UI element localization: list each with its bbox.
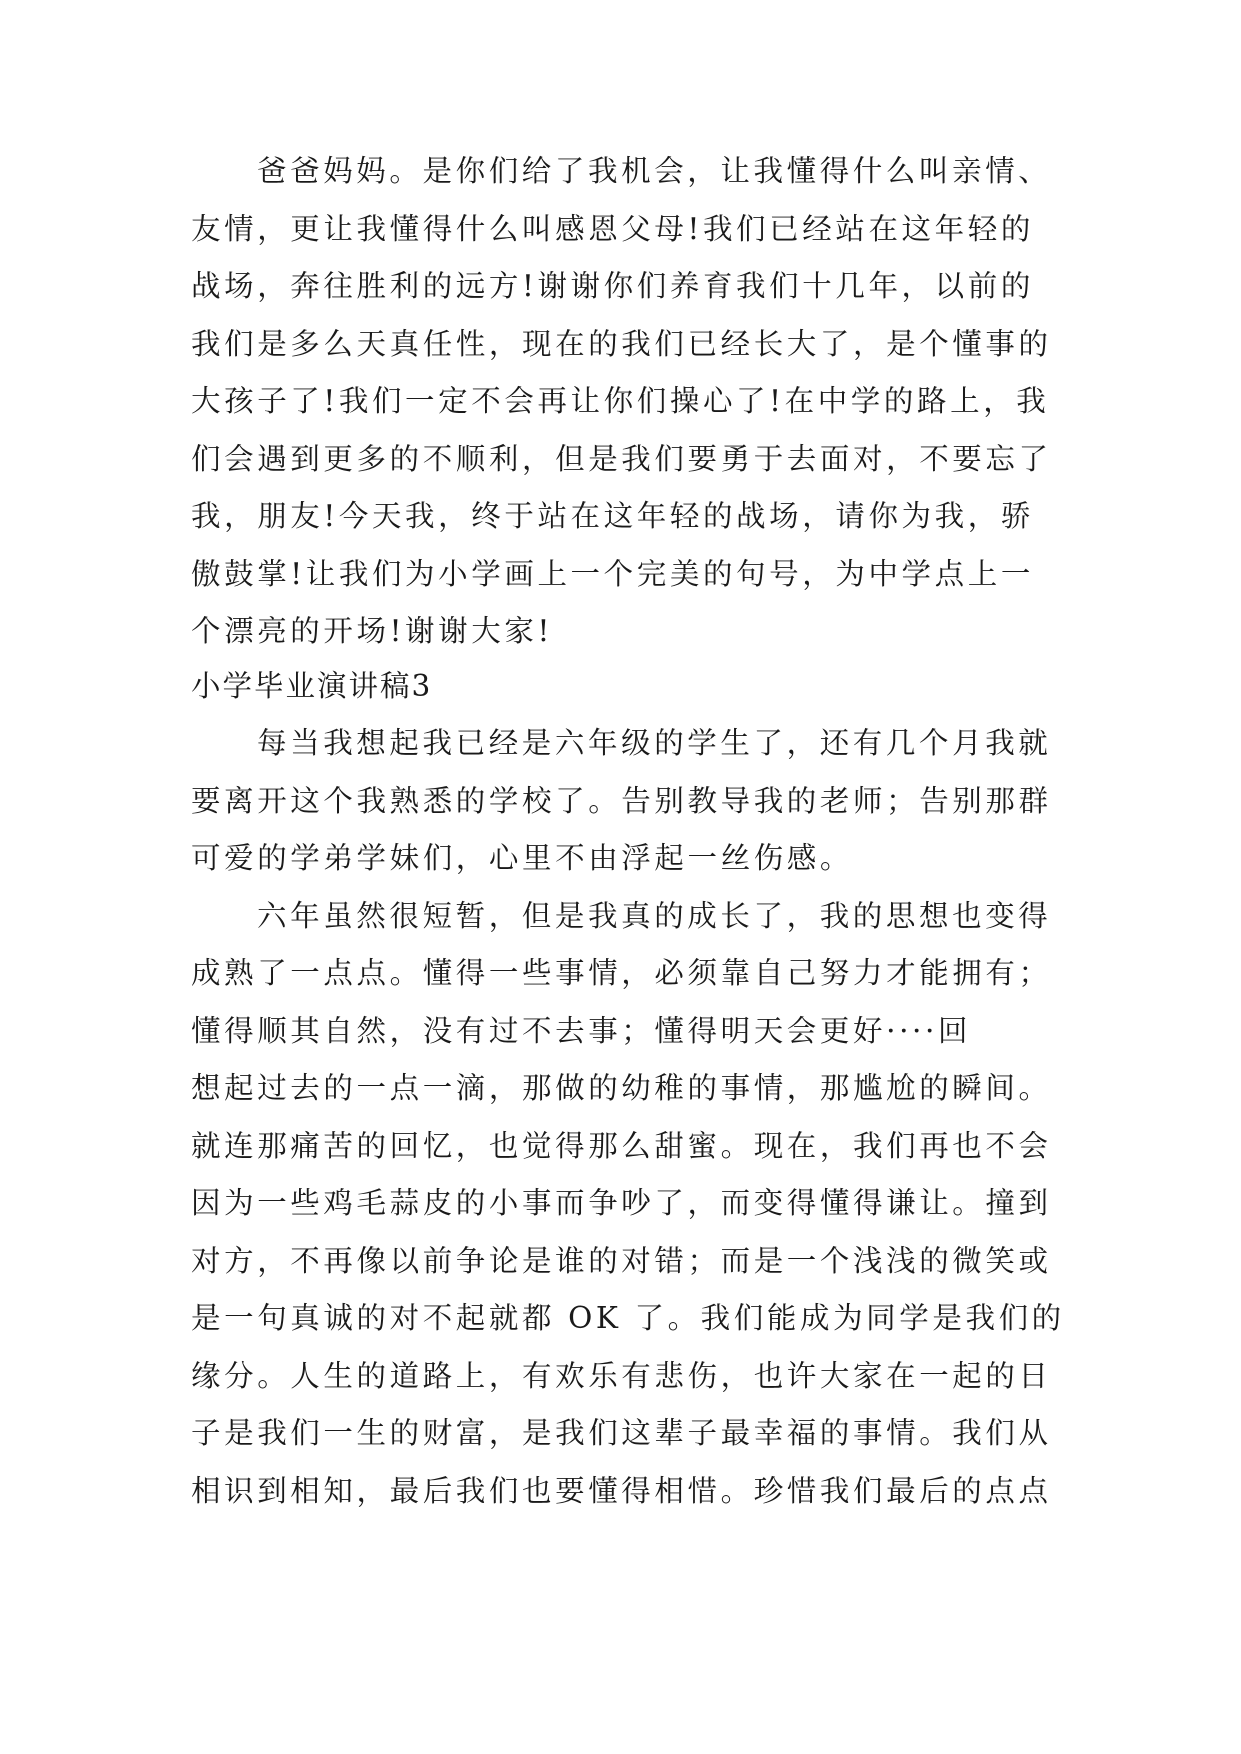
text-line: 相识到相知，最后我们也要懂得相惜。珍惜我们最后的点点 bbox=[191, 1474, 1052, 1508]
text-line: 懂得顺其自然，没有过不去事；懂得明天会更好····回 bbox=[191, 1014, 972, 1048]
text-line: 友情，更让我懂得什么叫感恩父母!我们已经站在这年轻的 bbox=[191, 212, 1034, 246]
text-line: 就连那痛苦的回忆，也觉得那么甜蜜。现在，我们再也不会 bbox=[191, 1129, 1052, 1163]
text-line: 对方，不再像以前争论是谁的对错；而是一个浅浅的微笑或 bbox=[191, 1244, 1052, 1278]
text-line: 我们是多么天真任性，现在的我们已经长大了，是个懂事的 bbox=[191, 327, 1052, 361]
text-line: 傲鼓掌!让我们为小学画上一个完美的句号，为中学点上一 bbox=[191, 557, 1034, 591]
text-line: 是一句真诚的对不起就都 OK 了。我们能成为同学是我们的 bbox=[191, 1301, 1065, 1335]
text-line: 我，朋友!今天我，终于站在这年轻的战场，请你为我，骄 bbox=[191, 499, 1034, 533]
text-line: 要离开这个我熟悉的学校了。告别教导我的老师；告别那群 bbox=[191, 784, 1052, 818]
text-line: 可爱的学弟学妹们，心里不由浮起一丝伤感。 bbox=[191, 841, 854, 875]
text-line: 想起过去的一点一滴，那做的幼稚的事情，那尴尬的瞬间。 bbox=[191, 1071, 1052, 1105]
text-line: 每当我想起我已经是六年级的学生了，还有几个月我就 bbox=[257, 726, 1052, 760]
text-line: 们会遇到更多的不顺利，但是我们要勇于去面对，不要忘了 bbox=[191, 442, 1052, 476]
text-line: 大孩子了!我们一定不会再让你们操心了!在中学的路上，我 bbox=[191, 384, 1050, 418]
text-line: 六年虽然很短暂，但是我真的成长了，我的思想也变得 bbox=[257, 899, 1052, 933]
text-line: 子是我们一生的财富，是我们这辈子最幸福的事情。我们从 bbox=[191, 1416, 1052, 1450]
section-heading: 小学毕业演讲稿3 bbox=[191, 669, 433, 703]
text-line: 爸爸妈妈。是你们给了我机会，让我懂得什么叫亲情、 bbox=[257, 154, 1052, 188]
text-line: 因为一些鸡毛蒜皮的小事而争吵了，而变得懂得谦让。撞到 bbox=[191, 1186, 1052, 1220]
text-line: 缘分。人生的道路上，有欢乐有悲伤，也许大家在一起的日 bbox=[191, 1359, 1052, 1393]
text-line: 个漂亮的开场!谢谢大家! bbox=[191, 614, 553, 648]
text-line: 成熟了一点点。懂得一些事情，必须靠自己努力才能拥有； bbox=[191, 956, 1052, 990]
text-line: 战场，奔往胜利的远方!谢谢你们养育我们十几年，以前的 bbox=[191, 269, 1034, 303]
